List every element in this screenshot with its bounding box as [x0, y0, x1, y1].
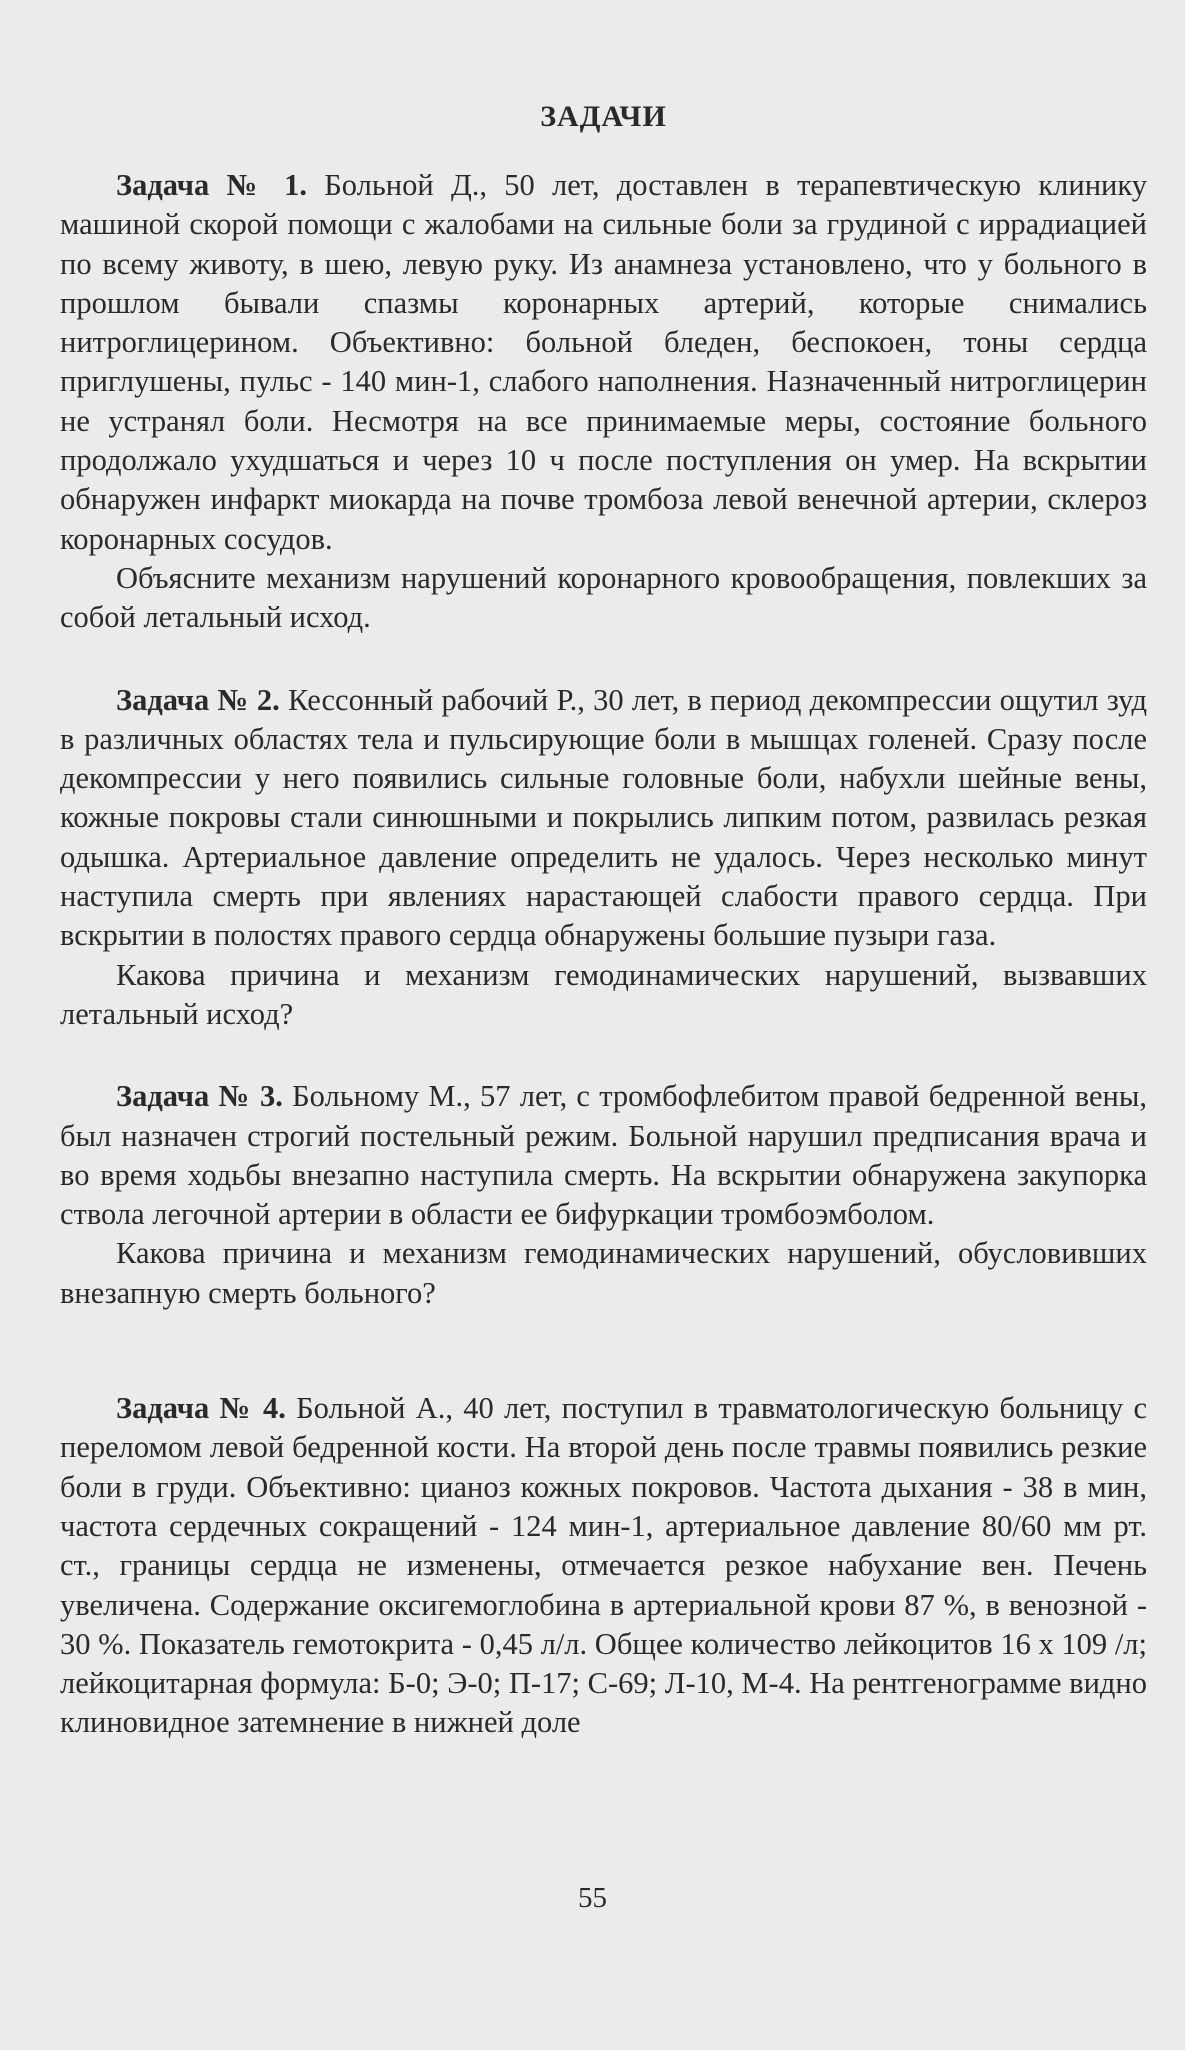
task-2-question: Какова причина и механизм гемодинамических нарушений, вызвавших летальный исход? [60, 957, 1147, 1031]
task-1-body [60, 166, 1147, 559]
task-1-label: Задача № 1. [116, 168, 307, 202]
task-2 [60, 681, 1147, 1035]
task-3-body [60, 1077, 1147, 1234]
task-4 [60, 1389, 1147, 1743]
task-4-text: Больной А., 40 лет, поступил в травматологическую больницу с переломом левой бедренной кости. На второй день после травмы появились резкие боли в груди. Объективно: цианоз кожных покровов. Частота дыхания - 38 в мин, частота сердечных сокращений - 124 мин-1, артериальное давление 80/60 мм рт. ст., границы сердца не изменены, отмечается резкое набухание вен. Печень увеличена. Содержание оксигемоглобина в артериальной крови 87 %, в венозной - 30 %. Показатель гемотокрита - 0,45 л/л. Общее количество лейкоцитов 16 x 109 /л; лейкоцитарная формула: Б-0; Э-0; П-17; С-69; Л-10, М-4. На рентгенограмме видно клиновидное затемнение в нижней доле [60, 1391, 1147, 1740]
task-4-body [60, 1389, 1147, 1743]
page-content [60, 100, 1147, 1743]
task-1 [60, 166, 1147, 638]
task-1-text: Больной Д., 50 лет, доставлен в терапевтическую клинику машиной скорой помощи с жалобами на сильные боли за грудиной с иррадиацией по всему животу, в шею, левую руку. Из анамнеза установлено, что у больного в прошлом бывали спазмы коронарных артерий, которые снимались нитроглицерином. Объективно: больной бледен, беспокоен, тоны сердца приглушены, пульс - 140 мин-1, слабого наполнения. Назначенный нитроглицерин не устранял боли. Несмотря на все принимаемые меры, состояние больного продолжало ухудшаться и через 10 ч после поступления он умер. На вскрытии обнаружен инфаркт миокарда на почве тромбоза левой венечной артерии, склероз коронарных сосудов. [60, 168, 1147, 556]
task-3 [60, 1077, 1147, 1313]
task-1-question: Объясните механизм нарушений коронарного кровообращения, повлекших за собой летальный исход. [60, 560, 1147, 635]
task-2-text: Кессонный рабочий Р., 30 лет, в период декомпрессии ощутил зуд в различных областях тела и пульсирующие боли в мышцах голеней. Сразу после декомпрессии у него появились сильные головные боли, набухли шейные вены, кожные покровы стали синюшными и покрылись липким потом, развилась резкая одышка. Артериальное давление определить не удалось. Через несколько минут наступила смерть при явлениях нарастающей слабости правого сердца. При вскрытии в полостях правого сердца обнаружены большие пузыри газа. [60, 682, 1147, 953]
task-3-question: Какова причина и механизм гемодинамических нарушений, обусловивших внезапную смерть больного? [60, 1236, 1147, 1310]
task-4-label: Задача № 4. [116, 1391, 286, 1426]
task-3-text: Больному М., 57 лет, с тромбофлебитом правой бедренной вены, был назначен строгий постельный режим. Больной нарушил предписания врача и во время ходьбы внезапно наступила смерть. На вскрытии обнаружена закупорка ствола легочной артерии в области ее бифуркации тромбоэмболом. [60, 1079, 1147, 1232]
page-number: 55 [578, 1882, 607, 1914]
task-3-label: Задача № 3. [116, 1079, 283, 1114]
task-2-label: Задача № 2. [116, 682, 280, 717]
task-2-body [60, 681, 1147, 956]
page-heading: ЗАДАЧИ [540, 100, 667, 133]
